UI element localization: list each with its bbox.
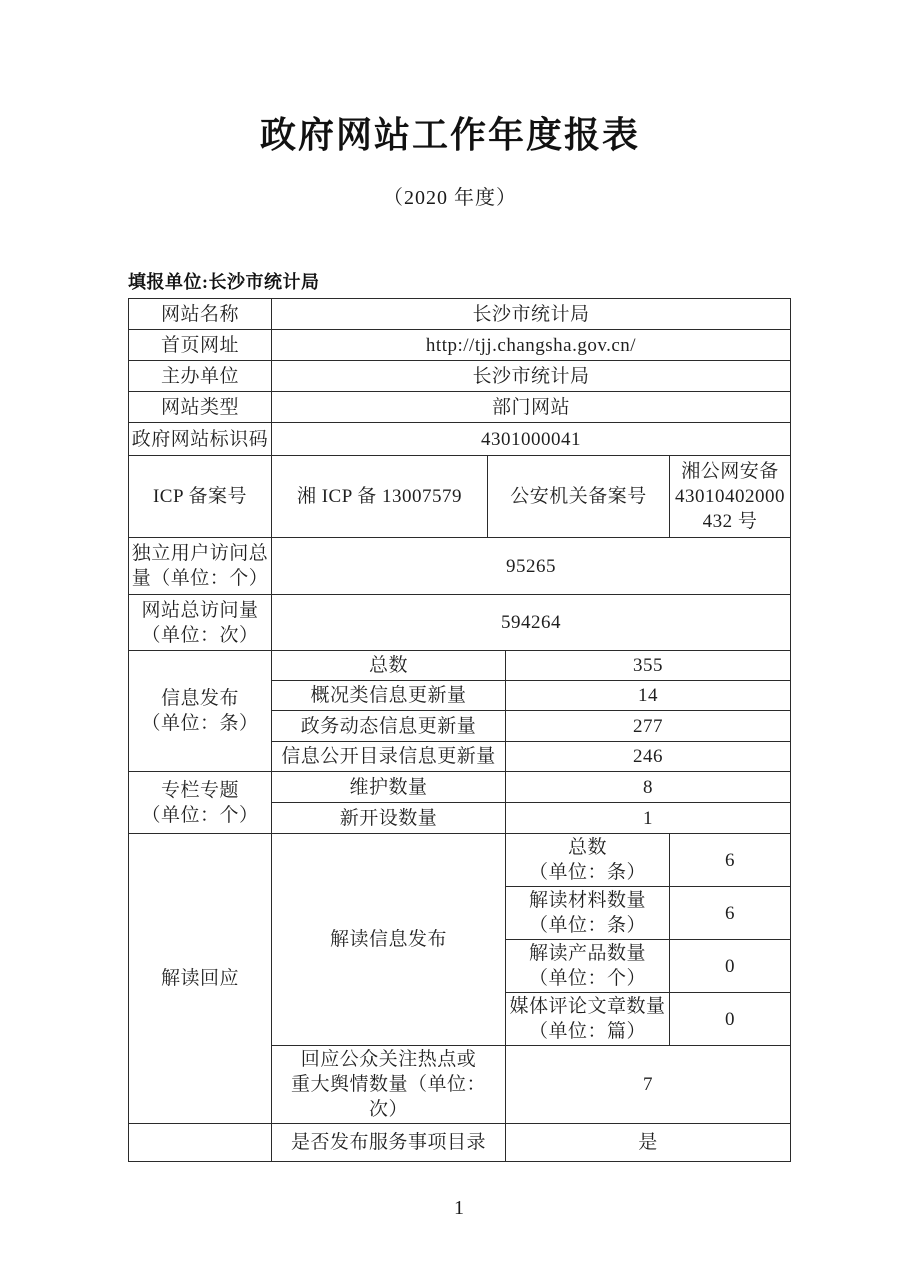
table-row-host-unit [129,361,791,392]
label-line: （单位：条） [141,713,259,734]
interpretation-group-label: 解读回应 [129,834,272,1124]
police-record-value [670,456,791,538]
page-number: 1 [454,1197,464,1219]
row-label: 主办单位 [129,361,272,392]
row-label [506,887,670,940]
row-label [506,993,670,1046]
label-line: 次） [368,1099,408,1120]
row-value: 4301000041 [272,423,791,456]
label-line: 网站总访问量 [141,599,259,621]
label-line: 量（单位：个） [131,568,269,589]
row-label [506,940,670,993]
row-label: 是否发布服务事项目录 [272,1124,506,1162]
row-value: 8 [506,772,791,803]
row-value: 长沙市统计局 [272,361,791,392]
page-subtitle: （2020 年度） [383,187,517,209]
page-title: 政府网站工作年度报表 [259,114,640,155]
row-label: 网站名称 [129,299,272,330]
row-value: 长沙市统计局 [272,299,791,330]
icp-value: 湘 ICP 备 13007579 [272,456,488,538]
row-label [272,1046,506,1124]
police-record-line: 432 号 [702,511,758,532]
table-row-website-type [129,392,791,423]
label-line: （单位：个） [141,804,259,826]
row-label: 总数 [272,651,506,681]
label-line: 媒体评论文章数量 [509,996,666,1017]
icp-label: ICP 备案号 [129,456,272,538]
police-record-line: 湘公网安备 [681,461,779,482]
label-line: 解读材料数量 [528,890,646,911]
row-value: 14 [506,681,791,711]
row-label [506,834,670,887]
label-line: 解读产品数量 [528,943,646,964]
row-value: 是 [506,1124,791,1162]
label-line: 总数 [567,837,607,858]
row-value: 0 [670,993,791,1046]
table-row-info-total [129,651,791,681]
label-line: （单位：条） [528,915,646,936]
row-label: 政务动态信息更新量 [272,711,506,742]
row-label [129,595,272,651]
interpretation-publish-label: 解读信息发布 [272,834,506,1046]
label-line: 信息发布 [160,688,239,709]
empty-cell [129,1124,272,1162]
label-line: 回应公众关注热点或 [300,1049,477,1070]
row-value: 246 [506,742,791,772]
row-value: 594264 [272,595,791,651]
table-row-unique-visitors [129,538,791,595]
table-row-service-catalog [129,1124,791,1162]
row-value: 1 [506,803,791,834]
table-row-website-name [129,299,791,330]
label-line: 重大舆情数量（单位： [290,1074,486,1095]
table-row-icp [129,456,791,538]
row-label: 新开设数量 [272,803,506,834]
row-value: 0 [670,940,791,993]
row-label: 维护数量 [272,772,506,803]
reporting-unit-label: 填报单位:长沙市统计局 [128,272,320,292]
table-row-site-id [129,423,791,456]
annual-report-table [128,298,791,1162]
special-columns-group-label [129,772,272,834]
label-line: 独立用户访问总 [131,543,269,564]
row-value: 6 [670,887,791,940]
label-line: （单位：篇） [528,1021,646,1042]
row-value: 7 [506,1046,791,1124]
row-label: 政府网站标识码 [129,423,272,456]
row-label [129,538,272,595]
row-value: 部门网站 [272,392,791,423]
row-value: 6 [670,834,791,887]
row-value: 95265 [272,538,791,595]
row-value: 277 [506,711,791,742]
row-value: 355 [506,651,791,681]
table-row-homepage-url [129,330,791,361]
label-line: （单位：次） [141,624,259,646]
row-label: 概况类信息更新量 [272,681,506,711]
info-publish-group-label [129,651,272,772]
table-row-columns-maintained [129,772,791,803]
homepage-url: http://tjj.changsha.gov.cn/ [272,330,791,361]
row-label: 网站类型 [129,392,272,423]
police-record-line: 43010402000 [675,486,785,507]
row-label: 首页网址 [129,330,272,361]
police-record-label: 公安机关备案号 [488,456,670,538]
label-line: （单位：条） [528,862,646,883]
label-line: （单位：个） [528,968,646,989]
table-row-total-visits [129,595,791,651]
table-row-interp-total [129,834,791,887]
label-line: 专栏专题 [160,779,239,801]
row-label: 信息公开目录信息更新量 [272,742,506,772]
